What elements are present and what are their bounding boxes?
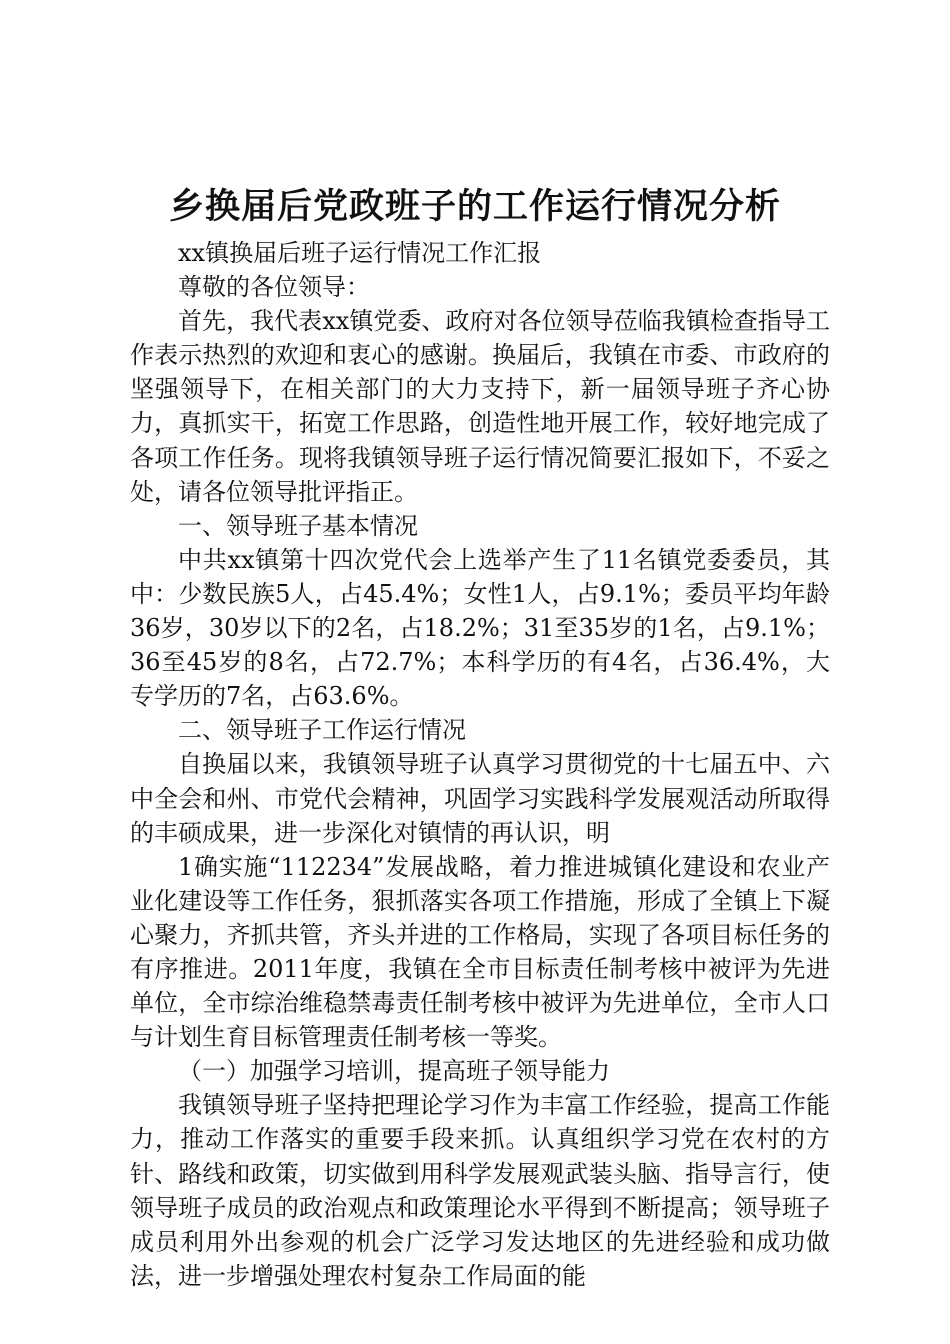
salutation: 尊敬的各位领导： [178, 273, 370, 302]
document-title: 乡换届后党政班子的工作运行情况分析 [168, 186, 781, 227]
study-training-paragraph: 我镇领导班子坚持把理论学习作为丰富工作经验，提高工作能力，推动工作落实的重要手段来抓。认真组织学习党在农村的方针、路线和政策，切实做到用科学发展观武装头脑、指导言行，使领导班子成员的政治观点和政策理论水平得到不断提高；领导班子成员利用外出参观的机会广泛学习发达地区的先进经验和成功做法，进一步增强处理农村复杂工作局面的能 [130, 1091, 830, 1290]
strategy-paragraph: 1确实施“112234”发展战略，着力推进城镇化建设和农业产业化建设等工作任务，狠抓落实各项工作措施，形成了全镇上下凝心聚力，齐抓共管，齐头并进的工作格局，实现了各项目标任务的有序推进。2011年度，我镇在全市目标责任制考核中被评为先进单位，全市综治维稳禁毒责任制考核中被评为先进单位，全市人口与计划生育目标管理责任制考核一等奖。 [130, 852, 830, 1052]
section-heading-basic-situation: 一、领导班子基本情况 [178, 511, 418, 540]
document-body [130, 236, 830, 1293]
report-subtitle: xx镇换届后班子运行情况工作汇报 [178, 239, 542, 267]
subsection-heading-study-training: （一）加强学习培训，提高班子领导能力 [178, 1057, 610, 1086]
basic-situation-paragraph: 中共xx镇第十四次党代会上选举产生了11名镇党委委员，其中：少数民族5人，占45.4%；女性1人，占9.1%；委员平均年龄36岁，30岁以下的2名，占18.2%；31至35岁的1名，占9.1%；36至45岁的8名，占72.7%；本科学历的有4名，占36.4%，大专学历的7名，占63.6%。 [130, 545, 830, 711]
work-operation-paragraph: 自换届以来，我镇领导班子认真学习贯彻党的十七届五中、六中全会和州、市党代会精神，巩固学习实践科学发展观活动所取得的丰硕成果，进一步深化对镇情的再认识，明 [130, 750, 830, 847]
section-heading-work-operation: 二、领导班子工作运行情况 [178, 716, 466, 745]
opening-paragraph: 首先，我代表xx镇党委、政府对各位领导莅临我镇检查指导工作表示热烈的欢迎和衷心的感谢。换届后，我镇在市委、市政府的坚强领导下，在相关部门的大力支持下，新一届领导班子齐心协力，真抓实干，拓宽工作思路，创造性地开展工作，较好地完成了各项工作任务。现将我镇领导班子运行情况简要汇报如下，不妥之处，请各位领导批评指正。 [130, 307, 830, 506]
